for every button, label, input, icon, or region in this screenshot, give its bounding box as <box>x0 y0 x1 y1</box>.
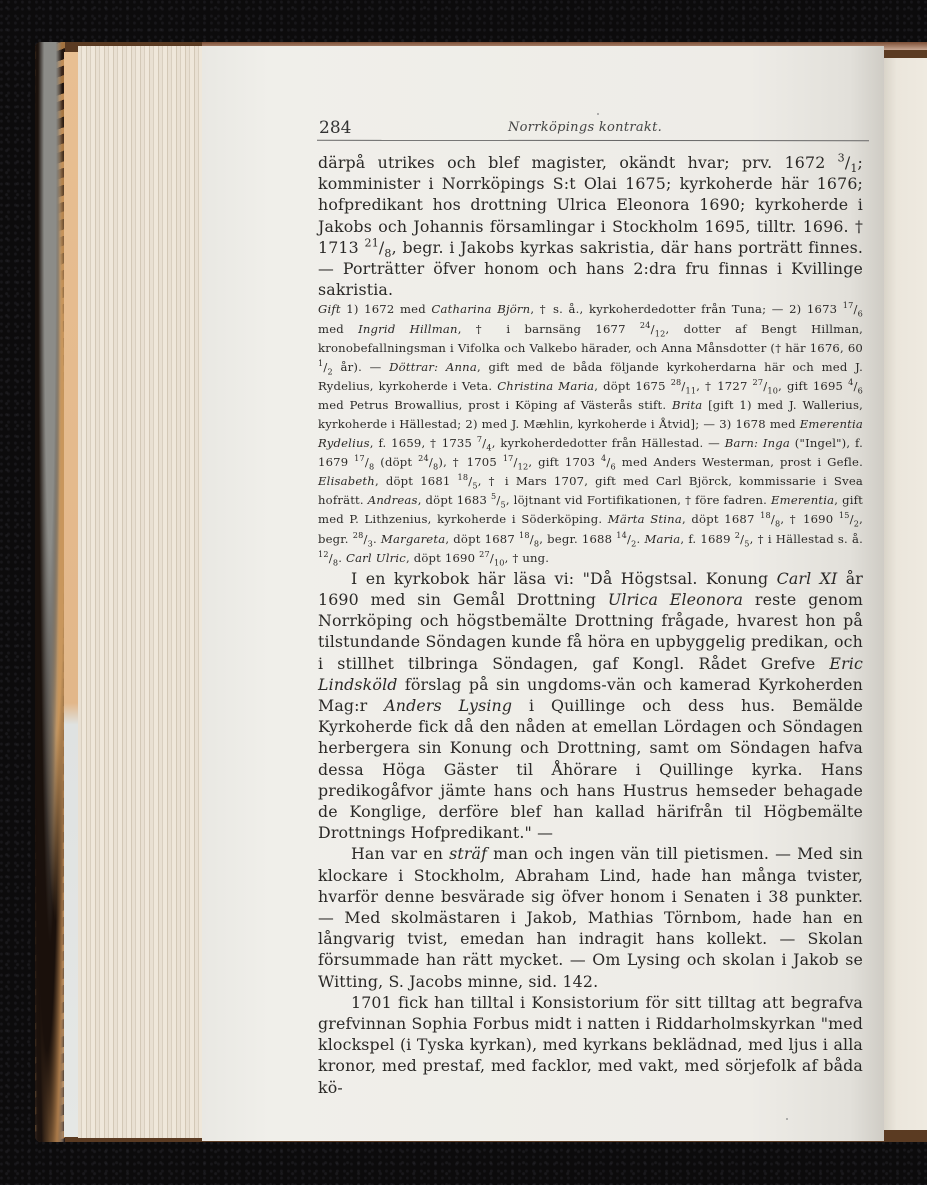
italic-name: sträf <box>449 844 488 864</box>
date-fraction: $^{21}/_8$ <box>364 236 392 260</box>
date-fraction: $^1/_2$ <box>318 357 333 377</box>
date-fraction: $^3/_1$ <box>837 151 858 176</box>
italic-name: Margareta <box>380 531 446 546</box>
date-fraction: $^{17}/_8$ <box>354 453 375 472</box>
paragraph-church-book-quote: I en kyrkobok här läsa vi: "Då Högstsal. Konung Carl XI år 1690 med sin Gemål Drottning Ulrica Eleonora reste genom Norrköping och högstbemälte Drottning frågade, hvarest hon på tilstundande Söndagen kunde få höra en upbyggelig predikan, och i stillhet tilbringa Söndagen, gaf Kongl. Rådet Grefve Eric Lindsköld förslag på sin ungdoms-vän och kamerad Kyrkoherden Mag:r Anders Lysing i Quillinge och dess hus. Bemälde Kyrkoherde fick då den nåden at emellan Lördagen och Söndagen herbergera sin Konung och Drottning, samt om Söndagen hafva dessa Höga Gäster til Åhörare i Quillinge kyrka. Hans predikogåfvor jämte hans och hans Hustrus hemseder behagade de Konglige, derföre blef han kallad härifrån til Högbemälte Drottnings Hofpredikant." — <box>318 568 863 843</box>
italic-name: Andreas <box>367 493 418 508</box>
running-head-title: Norrköpings kontrakt. <box>507 120 663 135</box>
italic-name: Eric Lindsköld <box>318 653 863 694</box>
date-fraction: $^2/_5$ <box>734 529 750 548</box>
page-stack-edge <box>78 46 203 1138</box>
paper-speck <box>597 113 599 115</box>
italic-name: Emerentia Rydelius <box>318 416 863 451</box>
paragraph-character: Han var en sträf man och ingen vän till pietismen. — Med sin klockare i Stockholm, Abraham Lind, hade han många tvister, hvarför denne besvärade sig öfver honom i Senaten i 38 punkter. — Med skolmästaren i Jakob, Mathias Törnbom, hade han en långvarig tvist, emedan han indragit hans kollekt. — Skolan försummade han rätt mycket. — Om Lysing och skolan i Jakob se Witting, S. Jacobs minne, sid. 142. <box>318 844 863 991</box>
page-body <box>307 152 863 1098</box>
date-fraction: $^{15}/_2$ <box>838 510 860 529</box>
date-fraction: $^{28}/_{11}$ <box>670 376 697 396</box>
date-fraction: $^7/_4$ <box>476 434 492 453</box>
date-fraction: $^4/_6$ <box>848 376 863 396</box>
date-fraction: $^5/_5$ <box>490 491 506 510</box>
italic-name: Ulrica Eleonora <box>607 589 744 609</box>
date-fraction: $^{24}/_8$ <box>418 453 439 472</box>
date-fraction: $^4/_6$ <box>601 453 616 472</box>
italic-name: Märta Stina <box>607 512 682 527</box>
running-head <box>307 118 863 140</box>
date-fraction: $^{27}/_{10}$ <box>479 548 505 567</box>
italic-name: Carl XI <box>776 568 838 588</box>
date-fraction: $^{17}/_{12}$ <box>502 453 529 472</box>
page-content <box>307 118 863 1098</box>
italic-name: Ingrid Hillman <box>358 321 458 336</box>
date-fraction: $^{18}/_8$ <box>519 529 540 548</box>
endpaper <box>64 52 78 1137</box>
italic-name: Anders Lysing <box>384 695 513 715</box>
italic-name: Carl Ulric <box>346 550 406 565</box>
italic-name: Maria <box>644 531 681 546</box>
paragraph-biography: därpå utrikes och blef magister, okändt hvar; prv. 1672 $^3/_1$; komminister i Norrköpings S:t Olai 1675; kyrkoherde här 1676; hofpredikant hos drottning Ulrica Eleonora 1690; kyrkoherde i Jakobs och Johannis församlingar i Stockholm 1695, tilltr. 1696. † 1713 $^{21}/_8$, begr. i Jakobs kyrkas sakristia, där hans porträtt finnes. — Porträtter öfver honom och hans 2:dra fru finnas i Kvillinge sakristia. <box>318 151 863 300</box>
italic-name: Barn: Inga <box>724 436 791 451</box>
italic-name: Christina Maria <box>497 378 595 393</box>
paragraph-family-notes: Gift 1) 1672 med Catharina Björn, † s. å., kyrkoherdedotter från Tuna; — 2) 1673 $^{17}/_6$ med Ingrid Hillman, † i barnsäng 1677 $^{24}/_{12}$, dotter af Bengt Hillman, kronobefallningsman i Vifolka och Valkebo härader, och Anna Månsdotter († här 1676, 60 $^1/_2$ år). — Döttrar: Anna, gift med de båda följande kyrkoherdarna här och med J. Rydelius, kyrkoherde i Veta. Christina Maria, döpt 1675 $^{28}/_{11}$, † 1727 $^{27}/_{10}$, gift 1695 $^4/_6$ med Petrus Browallius, prost i Köping af Västerås stift. Brita [gift 1) med J. Wallerius, kyrkoherde i Hällestad; 2) med J. Mæhlin, kyrkoherde i Åtvid]; — 3) 1678 med Emerentia Rydelius, f. 1659, † 1735 $^7/_4$, kyrkoherdedotter från Hällestad. — Barn: Inga ("Ingel"), f. 1679 $^{17}/_8$ (döpt $^{24}/_8$), † 1705 $^{17}/_{12}$, gift 1703 $^4/_6$ med Anders Westerman, prost i Gefle. Elisabeth, döpt 1681 $^{18}/_5$, † i Mars 1707, gift med Carl Björck, kommissarie i Svea hofrätt. Andreas, döpt 1683 $^5/_5$, löjtnant vid Fortifikationen, † före fadren. Emerentia, gift med P. Lithzenius, kyrkoherde i Söderköping. Märta Stina, döpt 1687 $^{18}/_8$, † 1690 $^{15}/_2$, begr. $^{28}/_3$. Margareta, döpt 1687 $^{18}/_8$, begr. 1688 $^{14}/_2$. Maria, f. 1689 $^2/_5$, † i Hällestad s. å. $^{12}/_8$. Carl Ulric, döpt 1690 $^{27}/_{10}$, † ung. <box>318 300 864 567</box>
italic-name: Gift <box>318 302 341 317</box>
header-rule <box>317 140 869 141</box>
date-fraction: $^{18}/_8$ <box>760 510 781 529</box>
date-fraction: $^{12}/_8$ <box>318 548 339 567</box>
date-fraction: $^{14}/_2$ <box>616 529 637 548</box>
italic-name: Döttrar: Anna <box>389 359 477 374</box>
italic-name: Brita <box>672 397 703 412</box>
date-fraction: $^{24}/_{12}$ <box>639 319 666 338</box>
italic-name: Emerentia <box>771 493 835 508</box>
italic-name: Elisabeth <box>318 474 375 489</box>
next-page-edge <box>884 58 927 1130</box>
date-fraction: $^{18}/_5$ <box>457 472 478 491</box>
page-number: 284 <box>319 118 352 138</box>
date-fraction: $^{28}/_3$ <box>352 529 373 548</box>
italic-name: Catharina Björn <box>431 302 531 317</box>
paper-speck <box>786 1118 788 1120</box>
date-fraction: $^{17}/_6$ <box>842 300 863 319</box>
paragraph-1701: 1701 fick han tilltal i Konsistorium för sitt tilltag att begrafva grefvinnan Sophia Forbus midt i natten i Riddarholmskyrkan "med klockspel (i Tyska kyrkan), med kyrkans beklädnad, med ljus i alla kronor, med prestaf, med facklor, med vakt, med sörjefolk af båda kö- <box>318 992 863 1097</box>
date-fraction: $^{27}/_{10}$ <box>752 376 779 396</box>
marbled-edge <box>35 42 65 1142</box>
